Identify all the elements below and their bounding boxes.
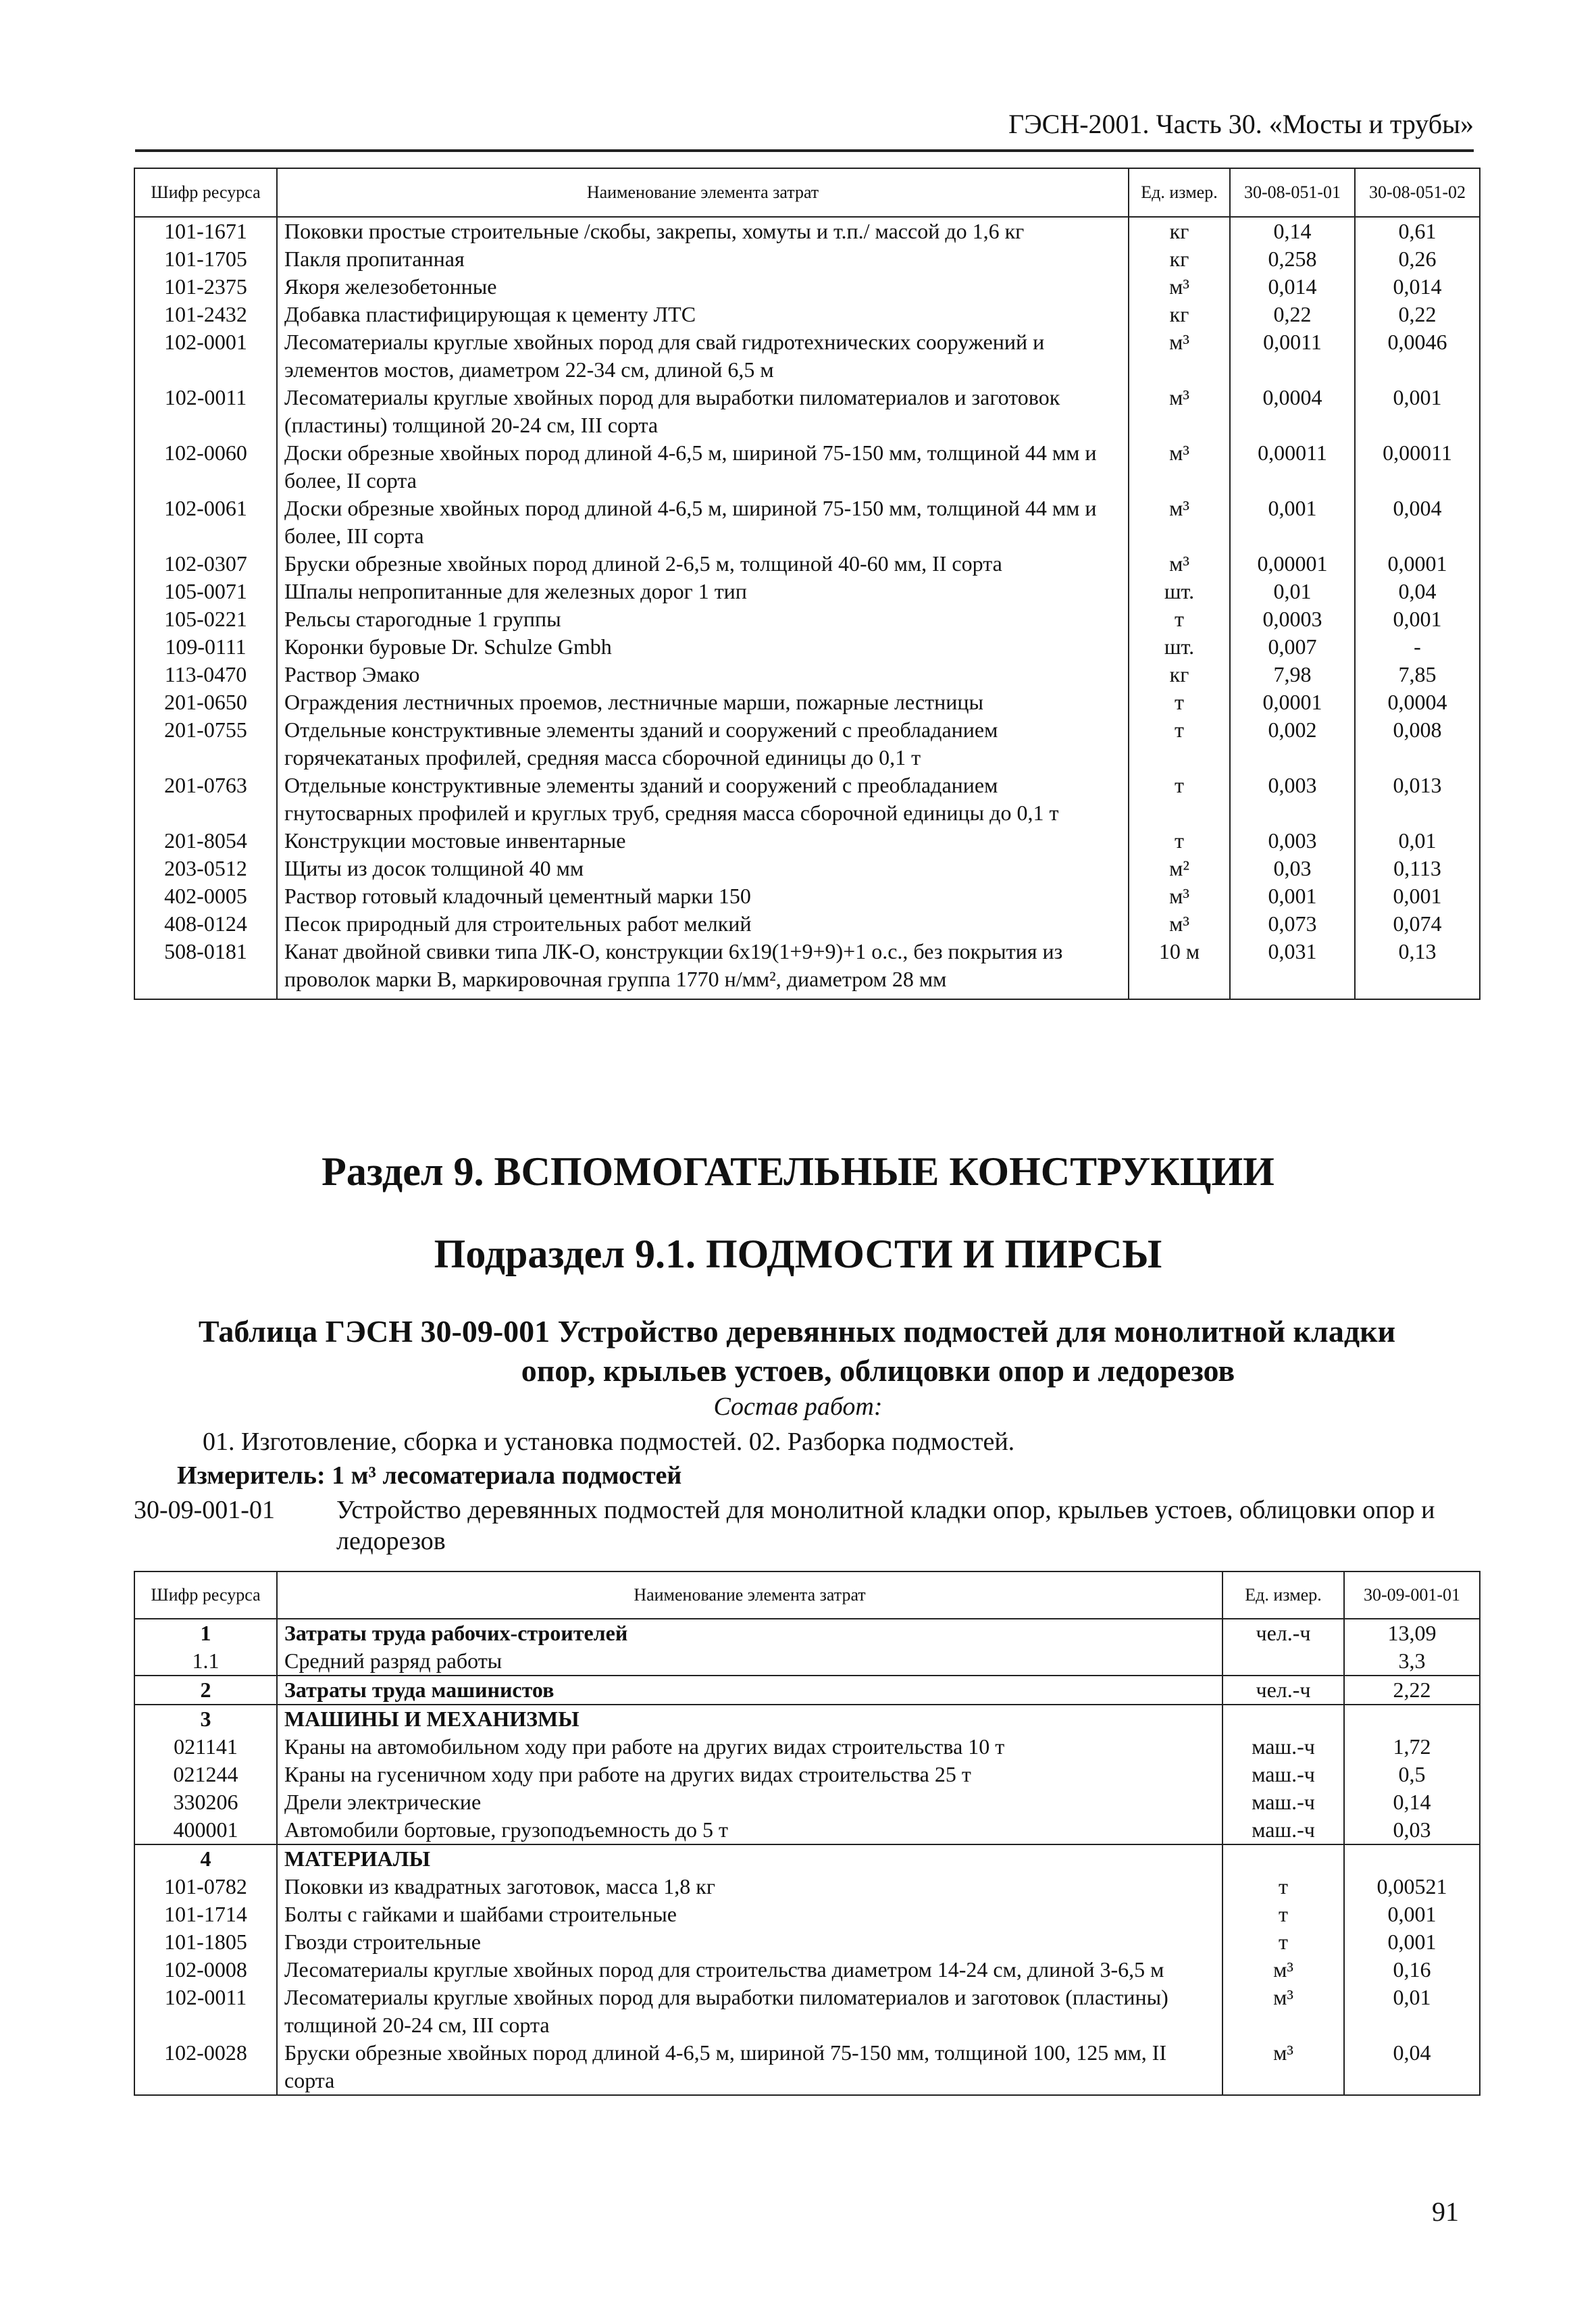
col-header-30-09-001-01: 30-09-001-01 <box>1344 1571 1480 1619</box>
cell-value-2: 0,22 <box>1355 301 1480 328</box>
cell-code: 101-1805 <box>134 1928 277 1956</box>
cell-unit: чел.-ч <box>1222 1676 1344 1705</box>
composition-works: 01. Изготовление, сборка и установка подмостей. 02. Разборка подмостей. <box>203 1428 1015 1456</box>
table-row <box>134 1733 1480 1761</box>
table-row <box>134 855 1480 882</box>
cell-unit: шт. <box>1129 633 1230 661</box>
cell-value-1: 0,5 <box>1344 1761 1480 1788</box>
cell-code: 102-0060 <box>134 439 277 495</box>
page-number: 91 <box>1432 2196 1459 2227</box>
norm-name: Устройство деревянных подмостей для монолитной кладки опор, крыльев устоев, облицовки опор и ледорезов <box>336 1496 1435 1555</box>
cell-unit: маш.-ч <box>1222 1761 1344 1788</box>
cell-name: Бруски обрезные хвойных пород длиной 2-6,5 м, толщиной 40-60 мм, II сорта <box>277 550 1129 578</box>
cell-value-2: 0,074 <box>1355 910 1480 938</box>
cell-unit: м³ <box>1129 882 1230 910</box>
cell-name: Доски обрезные хвойных пород длиной 4-6,5 м, шириной 75-150 мм, толщиной 44 мм и более, III сорта <box>277 495 1129 550</box>
cell-code: 203-0512 <box>134 855 277 882</box>
table-row <box>134 1705 1480 1733</box>
cell-value-2: 0,0004 <box>1355 688 1480 716</box>
cell-unit: м³ <box>1129 328 1230 384</box>
table-row <box>134 882 1480 910</box>
cell-value-1: 0,00011 <box>1230 439 1355 495</box>
cell-name: Затраты труда машинистов <box>277 1676 1222 1705</box>
cell-unit: м³ <box>1129 910 1230 938</box>
cell-unit: кг <box>1129 245 1230 273</box>
cell-unit: маш.-ч <box>1222 1733 1344 1761</box>
cell-value-2: 0,014 <box>1355 273 1480 301</box>
cell-name: Краны на гусеничном ходу при работе на других видах строительства 25 т <box>277 1761 1222 1788</box>
table-row <box>134 716 1480 772</box>
table-row <box>134 301 1480 328</box>
cell-code: 101-1671 <box>134 217 277 245</box>
cell-name: Лесоматериалы круглые хвойных пород для свай гидротехнических сооружений и элементов мостов, диаметром 22-34 см, длиной 6,5 м <box>277 328 1129 384</box>
cell-value-1: 0,031 <box>1230 938 1355 999</box>
cell-value-1: 0,007 <box>1230 633 1355 661</box>
cell-value-1: 0,0003 <box>1230 605 1355 633</box>
table-row <box>134 2039 1480 2095</box>
running-header: ГЭСН-2001. Часть 30. «Мосты и трубы» <box>135 108 1474 152</box>
cell-code: 101-2432 <box>134 301 277 328</box>
cell-value-1: 0,16 <box>1344 1956 1480 1984</box>
cell-value-1: 0,003 <box>1230 827 1355 855</box>
cell-value-1: 0,04 <box>1344 2039 1480 2095</box>
table-row <box>134 772 1480 827</box>
cell-name: Рельсы старогодные 1 группы <box>277 605 1129 633</box>
cell-name: Поковки простые строительные /скобы, закрепы, хомуты и т.п./ массой до 1,6 кг <box>277 217 1129 245</box>
table-row <box>134 217 1480 245</box>
cell-name: Конструкции мостовые инвентарные <box>277 827 1129 855</box>
cell-value-2: 0,001 <box>1355 882 1480 910</box>
cell-value-1: 1,72 <box>1344 1733 1480 1761</box>
section-title: Раздел 9. ВСПОМОГАТЕЛЬНЫЕ КОНСТРУКЦИИ <box>321 1149 1275 1194</box>
table-row <box>134 633 1480 661</box>
cell-value-1 <box>1344 1705 1480 1733</box>
cell-value-2: 0,26 <box>1355 245 1480 273</box>
cell-name: Лесоматериалы круглые хвойных пород для выработки пиломатериалов и заготовок (пластины) толщиной 20-24 см, III сорта <box>277 1984 1222 2039</box>
cell-name: Автомобили бортовые, грузоподъемность до 5 т <box>277 1816 1222 1844</box>
cell-name: Болты с гайками и шайбами строительные <box>277 1901 1222 1928</box>
cell-code: 3 <box>134 1705 277 1733</box>
cell-value-1: 0,14 <box>1230 217 1355 245</box>
table-row <box>134 1984 1480 2039</box>
table-row <box>134 1788 1480 1816</box>
cell-code: 201-0763 <box>134 772 277 827</box>
cell-value-2: 0,13 <box>1355 938 1480 999</box>
cell-value-1: 0,014 <box>1230 273 1355 301</box>
cell-unit: т <box>1129 772 1230 827</box>
cell-code: 330206 <box>134 1788 277 1816</box>
col-header-unit: Ед. измер. <box>1222 1571 1344 1619</box>
cell-value-1 <box>1344 1844 1480 1873</box>
table-row <box>134 1647 1480 1676</box>
cell-code: 109-0111 <box>134 633 277 661</box>
cell-unit: т <box>1129 605 1230 633</box>
cell-name: Лесоматериалы круглые хвойных пород для строительства диаметром 14-24 см, длиной 3-6,5 м <box>277 1956 1222 1984</box>
cell-name: Шпалы непропитанные для железных дорог 1 тип <box>277 578 1129 605</box>
cell-unit: кг <box>1129 661 1230 688</box>
table-row <box>134 1619 1480 1647</box>
cell-value-2: 0,113 <box>1355 855 1480 882</box>
cell-name: Раствор готовый кладочный цементный марки 150 <box>277 882 1129 910</box>
table-row <box>134 245 1480 273</box>
cell-name: Щиты из досок толщиной 40 мм <box>277 855 1129 882</box>
cell-code: 508-0181 <box>134 938 277 999</box>
cell-code: 021141 <box>134 1733 277 1761</box>
cell-value-2: 0,04 <box>1355 578 1480 605</box>
cell-value-2: 0,00011 <box>1355 439 1480 495</box>
cell-unit: шт. <box>1129 578 1230 605</box>
cell-unit: м³ <box>1129 495 1230 550</box>
table-row <box>134 605 1480 633</box>
cell-code: 1 <box>134 1619 277 1647</box>
cell-value-2: 0,0001 <box>1355 550 1480 578</box>
cell-value-2: 0,61 <box>1355 217 1480 245</box>
cell-code: 105-0221 <box>134 605 277 633</box>
cell-code: 102-0008 <box>134 1956 277 1984</box>
resources-table-30-08-051 <box>134 168 1481 1000</box>
table-row <box>134 328 1480 384</box>
cell-value-2: 0,01 <box>1355 827 1480 855</box>
cell-value-1: 3,3 <box>1344 1647 1480 1676</box>
cell-value-2: 7,85 <box>1355 661 1480 688</box>
table-row <box>134 688 1480 716</box>
table-row <box>134 661 1480 688</box>
cell-unit: маш.-ч <box>1222 1788 1344 1816</box>
table-row <box>134 938 1480 999</box>
cell-name: Песок природный для строительных работ мелкий <box>277 910 1129 938</box>
cell-name: Коронки буровые Dr. Schulze Gmbh <box>277 633 1129 661</box>
cell-name: МАШИНЫ И МЕХАНИЗМЫ <box>277 1705 1222 1733</box>
cell-value-1: 0,258 <box>1230 245 1355 273</box>
cell-name: Якоря железобетонные <box>277 273 1129 301</box>
cell-code: 402-0005 <box>134 882 277 910</box>
cell-value-1: 2,22 <box>1344 1676 1480 1705</box>
cell-code: 4 <box>134 1844 277 1873</box>
norm-line <box>134 1494 1478 1557</box>
cell-unit: м² <box>1129 855 1230 882</box>
table-row <box>134 1816 1480 1844</box>
col-header-name: Наименование элемента затрат <box>277 1571 1222 1619</box>
cell-code: 101-0782 <box>134 1873 277 1901</box>
cell-value-1: 0,001 <box>1344 1928 1480 1956</box>
cell-code: 102-0307 <box>134 550 277 578</box>
cell-name: Отдельные конструктивные элементы зданий и сооружений с преобладанием гнутосварных профилей и круглых труб, средняя масса сборочной единицы до 0,1 т <box>277 772 1129 827</box>
cell-unit <box>1222 1844 1344 1873</box>
cell-code: 201-8054 <box>134 827 277 855</box>
cell-value-1: 0,00521 <box>1344 1873 1480 1901</box>
cell-name: Затраты труда рабочих-строителей <box>277 1619 1222 1647</box>
table-row <box>134 910 1480 938</box>
table-row <box>134 1956 1480 1984</box>
cell-value-2: 0,013 <box>1355 772 1480 827</box>
cell-name: МАТЕРИАЛЫ <box>277 1844 1222 1873</box>
cell-name: Гвозди строительные <box>277 1928 1222 1956</box>
cell-value-2: 0,001 <box>1355 384 1480 439</box>
cell-unit: т <box>1222 1928 1344 1956</box>
cell-value-1: 0,003 <box>1230 772 1355 827</box>
cell-value-1: 0,0011 <box>1230 328 1355 384</box>
cell-value-1: 0,01 <box>1230 578 1355 605</box>
cell-unit: кг <box>1129 301 1230 328</box>
table-row <box>134 439 1480 495</box>
table-title-line-1: Таблица ГЭСН 30-09-001 Устройство деревянных подмостей для монолитной кладки <box>198 1314 1396 1349</box>
cell-name: Бруски обрезные хвойных пород длиной 4-6,5 м, шириной 75-150 мм, толщиной 100, 125 мм, II сорта <box>277 2039 1222 2095</box>
cell-unit: т <box>1129 827 1230 855</box>
norm-code: 30-09-001-01 <box>134 1496 275 1524</box>
cell-unit: м³ <box>1129 273 1230 301</box>
cell-value-1: 0,073 <box>1230 910 1355 938</box>
composition-title: Состав работ: <box>713 1392 883 1421</box>
cell-unit: м³ <box>1222 2039 1344 2095</box>
cell-name: Канат двойной свивки типа ЛК-О, конструкции 6х19(1+9+9)+1 о.с., без покрытия из проволок марки В, маркировочная группа 1770 н/мм², диаметром 28 мм <box>277 938 1129 999</box>
cell-unit <box>1222 1705 1344 1733</box>
table-row <box>134 384 1480 439</box>
cell-code: 408-0124 <box>134 910 277 938</box>
cell-value-1: 7,98 <box>1230 661 1355 688</box>
cell-value-1: 0,002 <box>1230 716 1355 772</box>
col-header-name: Наименование элемента затрат <box>277 168 1129 217</box>
table-row <box>134 273 1480 301</box>
cell-value-1: 0,0001 <box>1230 688 1355 716</box>
cell-name: Ограждения лестничных проемов, лестничные марши, пожарные лестницы <box>277 688 1129 716</box>
cell-code: 102-0028 <box>134 2039 277 2095</box>
cell-value-1: 0,03 <box>1230 855 1355 882</box>
table-row <box>134 1928 1480 1956</box>
cell-code: 101-2375 <box>134 273 277 301</box>
cell-code: 400001 <box>134 1816 277 1844</box>
table-row <box>134 495 1480 550</box>
cell-code: 105-0071 <box>134 578 277 605</box>
cell-code: 201-0755 <box>134 716 277 772</box>
cell-name: Раствор Эмако <box>277 661 1129 688</box>
cell-name: Поковки из квадратных заготовок, масса 1,8 кг <box>277 1873 1222 1901</box>
cell-value-1: 0,001 <box>1230 882 1355 910</box>
table-row <box>134 1901 1480 1928</box>
table-row <box>134 1844 1480 1873</box>
cell-name: Доски обрезные хвойных пород длиной 4-6,5 м, шириной 75-150 мм, толщиной 44 мм и более, II сорта <box>277 439 1129 495</box>
col-header-unit: Ед. измер. <box>1129 168 1230 217</box>
cell-value-1: 0,14 <box>1344 1788 1480 1816</box>
cell-unit: т <box>1129 716 1230 772</box>
cell-value-1: 13,09 <box>1344 1619 1480 1647</box>
table-row <box>134 578 1480 605</box>
cell-unit: чел.-ч <box>1222 1619 1344 1647</box>
cell-unit: кг <box>1129 217 1230 245</box>
cell-unit: м³ <box>1129 550 1230 578</box>
cell-unit: м³ <box>1222 1956 1344 1984</box>
col-header-code: Шифр ресурса <box>134 168 277 217</box>
col-header-30-08-051-01: 30-08-051-01 <box>1230 168 1355 217</box>
cell-value-1: 0,03 <box>1344 1816 1480 1844</box>
cell-value-2: 0,001 <box>1355 605 1480 633</box>
table-row <box>134 1761 1480 1788</box>
meter-line: Измеритель: 1 м³ лесоматериала подмостей <box>177 1461 682 1490</box>
cell-name: Отдельные конструктивные элементы зданий и сооружений с преобладанием горячекатаных профилей, средняя масса сборочной единицы до 0,1 т <box>277 716 1129 772</box>
cell-name: Средний разряд работы <box>277 1647 1222 1676</box>
cell-name: Добавка пластифицирующая к цементу ЛТС <box>277 301 1129 328</box>
cell-code: 102-0001 <box>134 328 277 384</box>
table-row <box>134 1873 1480 1901</box>
table-row <box>134 550 1480 578</box>
cell-value-2: - <box>1355 633 1480 661</box>
cell-value-1: 0,00001 <box>1230 550 1355 578</box>
cell-value-1: 0,001 <box>1230 495 1355 550</box>
cell-code: 201-0650 <box>134 688 277 716</box>
cell-value-1: 0,001 <box>1344 1901 1480 1928</box>
cell-unit: т <box>1222 1901 1344 1928</box>
cell-unit: маш.-ч <box>1222 1816 1344 1844</box>
table-row <box>134 1676 1480 1705</box>
cell-value-1: 0,01 <box>1344 1984 1480 2039</box>
cell-unit: т <box>1129 688 1230 716</box>
cell-code: 102-0061 <box>134 495 277 550</box>
col-header-30-08-051-02: 30-08-051-02 <box>1355 168 1480 217</box>
cell-code: 2 <box>134 1676 277 1705</box>
cell-code: 101-1714 <box>134 1901 277 1928</box>
subsection-title: Подраздел 9.1. ПОДМОСТИ И ПИРСЫ <box>434 1232 1162 1276</box>
cell-code: 1.1 <box>134 1647 277 1676</box>
cell-value-2: 0,004 <box>1355 495 1480 550</box>
resources-table-30-09-001 <box>134 1571 1481 2096</box>
cell-unit: м³ <box>1129 439 1230 495</box>
table-row <box>134 827 1480 855</box>
cell-unit: м³ <box>1222 1984 1344 2039</box>
table-title <box>176 1312 1418 1390</box>
cell-name: Лесоматериалы круглые хвойных пород для выработки пиломатериалов и заготовок (пластины) толщиной 20-24 см, III сорта <box>277 384 1129 439</box>
cell-value-2: 0,0046 <box>1355 328 1480 384</box>
cell-code: 101-1705 <box>134 245 277 273</box>
cell-unit: т <box>1222 1873 1344 1901</box>
cell-unit: 10 м <box>1129 938 1230 999</box>
cell-code: 113-0470 <box>134 661 277 688</box>
cell-name: Пакля пропитанная <box>277 245 1129 273</box>
cell-name: Дрели электрические <box>277 1788 1222 1816</box>
cell-value-2: 0,008 <box>1355 716 1480 772</box>
cell-code: 102-0011 <box>134 1984 277 2039</box>
cell-unit: м³ <box>1129 384 1230 439</box>
cell-value-1: 0,22 <box>1230 301 1355 328</box>
cell-unit <box>1222 1647 1344 1676</box>
cell-code: 021244 <box>134 1761 277 1788</box>
cell-name: Краны на автомобильном ходу при работе на других видах строительства 10 т <box>277 1733 1222 1761</box>
cell-code: 102-0011 <box>134 384 277 439</box>
table-title-line-2: опор, крыльев устоев, облицовки опор и ледорезов <box>521 1353 1235 1388</box>
cell-value-1: 0,0004 <box>1230 384 1355 439</box>
col-header-code: Шифр ресурса <box>134 1571 277 1619</box>
